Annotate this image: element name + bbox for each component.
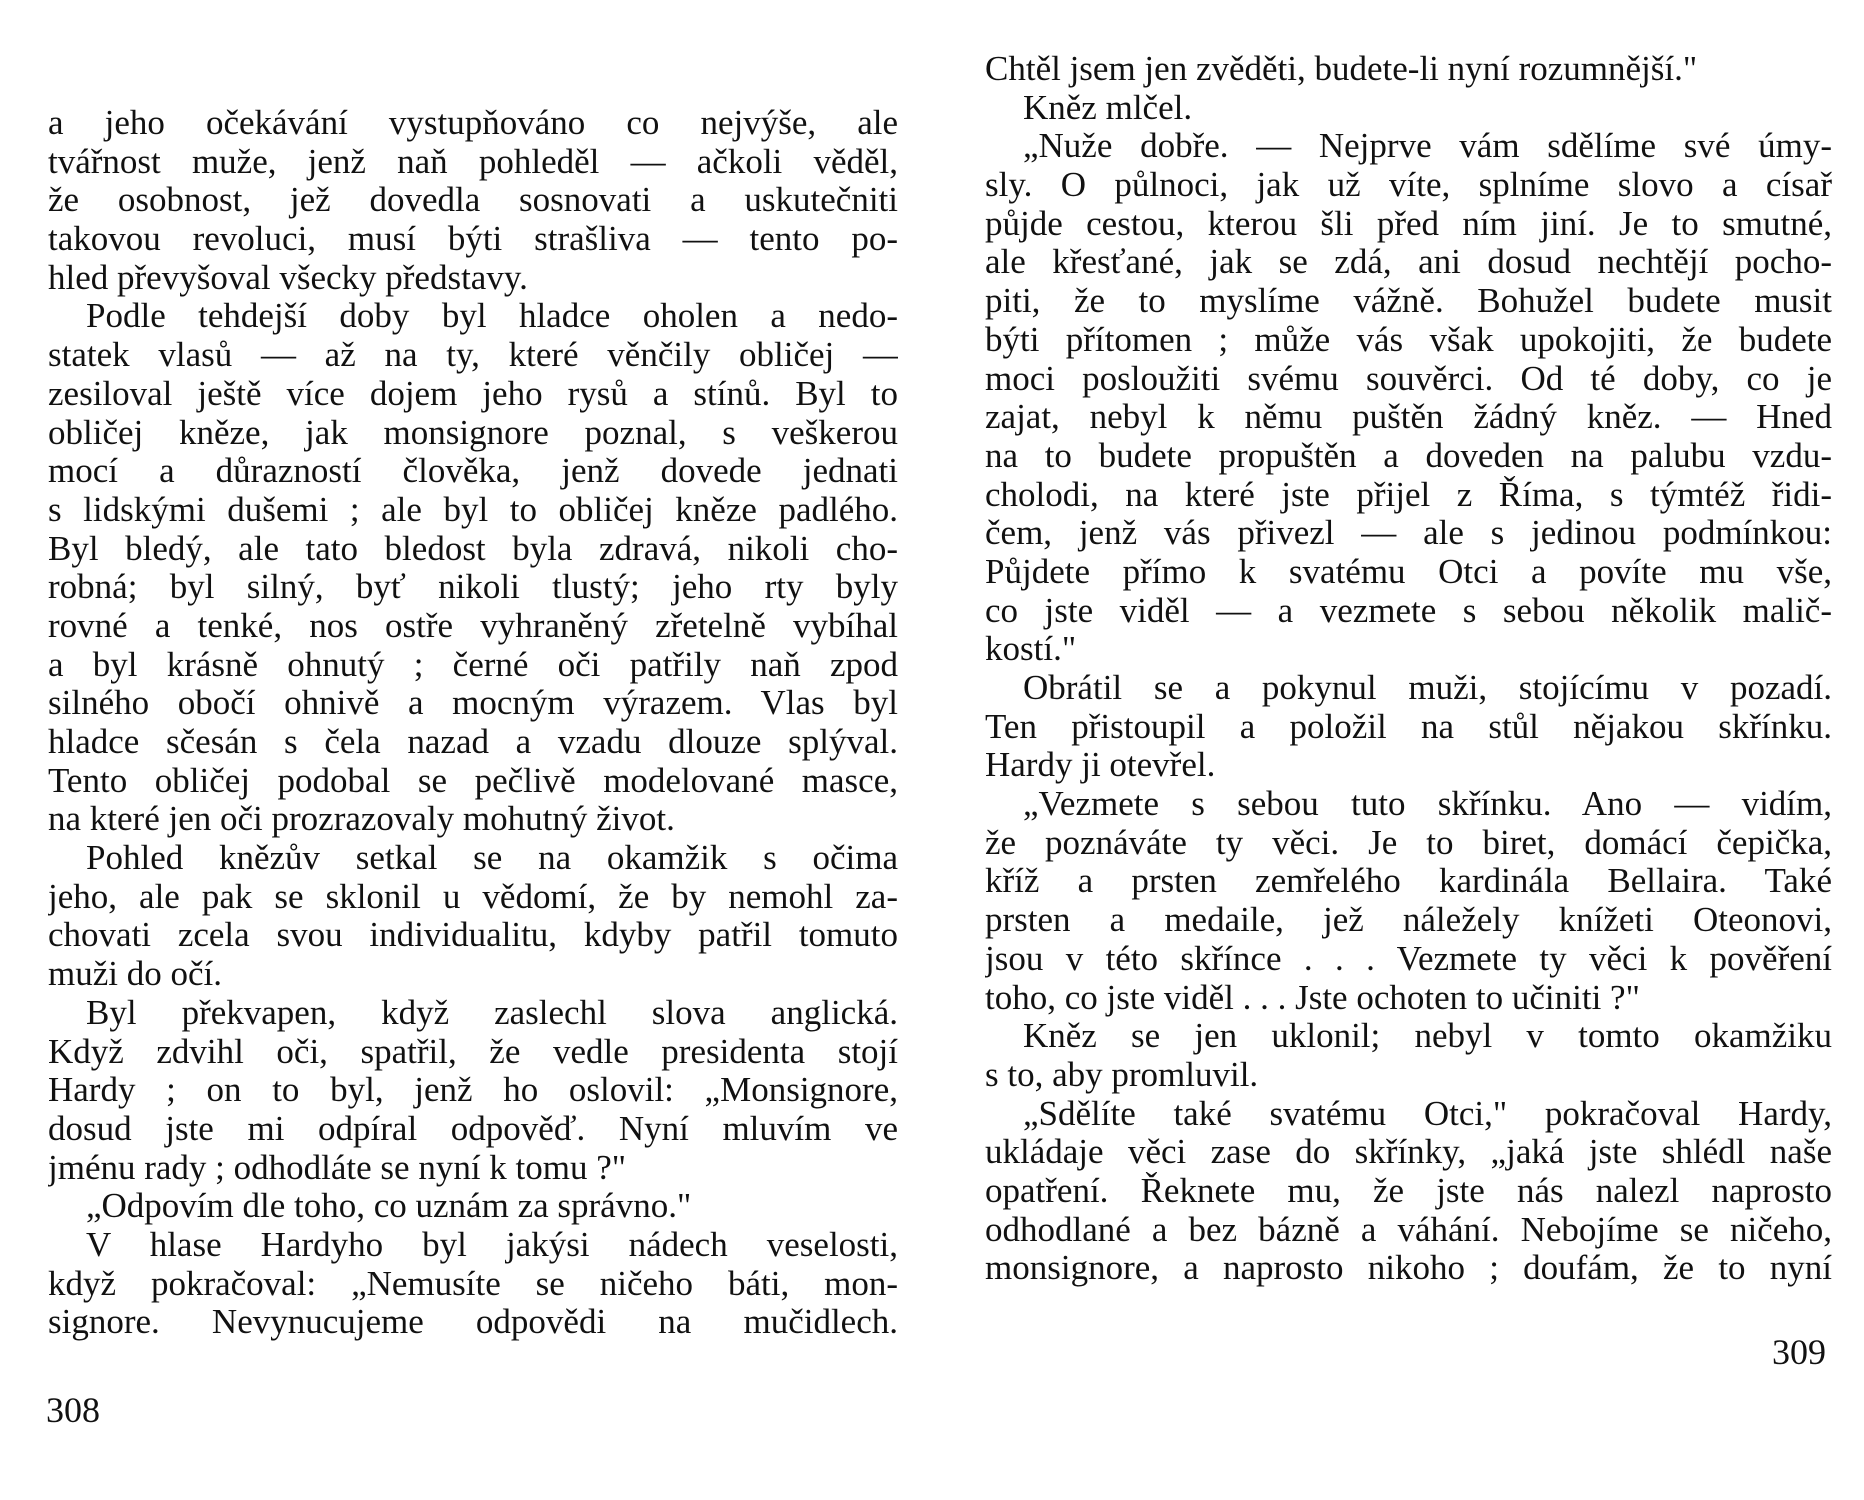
text-line: jménu rady ; odhodláte se nyní k tomu ?" — [48, 1148, 627, 1187]
text-line: „Odpovím dle toho, co uznám za správno." — [86, 1187, 692, 1226]
text-line: zajat, nebyl k němu puštěn žádný kněz. — Hned — [985, 398, 1832, 437]
text-line: Kněz mlčel. — [1023, 88, 1193, 127]
text-line: Byl bledý, ale tato bledost byla zdravá, nikoli cho- — [48, 529, 898, 568]
text-line: Tento obličej podobal se pečlivě modelované masce, — [48, 761, 898, 800]
text-line: rovné a tenké, nos ostře vyhraněný zřetelně vybíhal — [48, 606, 898, 645]
left-page-number: 308 — [46, 1390, 100, 1430]
text-line: V hlase Hardyho byl jakýsi nádech veselosti, — [86, 1225, 898, 1264]
text-line: Byl překvapen, když zaslechl slova anglická. — [86, 993, 898, 1032]
text-line: zesiloval ještě více dojem jeho rysů a stínů. Byl to — [48, 374, 898, 413]
text-line: a byl krásně ohnutý ; černé oči patřily naň zpod — [48, 645, 898, 684]
text-line: moci posloužiti svému souvěrci. Od té doby, co je — [985, 359, 1832, 398]
text-line: hladce sčesán s čela nazad a vzadu dlouze splýval. — [48, 723, 898, 761]
text-line: býti přítomen ; může vás však upokojiti, že budete — [985, 320, 1832, 359]
text-line: silného obočí ohnivě a mocným výrazem. Vlas byl — [48, 684, 898, 723]
text-line: co jste viděl — a vezmete s sebou několik malič- — [985, 591, 1832, 630]
text-line: Pohled knězův setkal se na okamžik s očima — [86, 839, 898, 878]
text-line: kostí." — [985, 630, 1077, 669]
text-line: Podle tehdejší doby byl hladce oholen a nedo- — [86, 297, 898, 336]
text-line: odhodlané a bez bázně a váhání. Nebojíme se ničeho, — [985, 1210, 1832, 1249]
text-line: robná; byl silný, byť nikoli tlustý; jeho rty byly — [48, 568, 898, 607]
text-line: hled převyšoval všecky představy. — [48, 258, 528, 297]
left-page-text — [48, 104, 898, 1342]
text-line: monsignore, a naprosto nikoho ; doufám, že to nyní — [985, 1249, 1832, 1288]
right-page-number: 309 — [1772, 1332, 1826, 1372]
text-line: půjde cestou, kterou šli před ním jiní. Je to smutné, — [985, 204, 1832, 243]
text-line: Hardy ji otevřel. — [985, 746, 1216, 785]
text-line: na které jen oči prozrazovaly mohutný život. — [48, 800, 675, 839]
text-line: když pokračoval: „Nemusíte se ničeho báti, mon- — [48, 1264, 898, 1303]
text-line: tvářnost muže, jenž naň pohleděl — ačkoli věděl, — [48, 142, 898, 181]
text-line: a jeho očekávání vystupňováno co nejvýše, ale — [48, 104, 898, 142]
right-page-text — [985, 50, 1832, 1288]
text-line: cholodi, na které jste přijel z Říma, s týmtéž řidi- — [985, 475, 1832, 514]
text-line: Chtěl jsem jen zvěděti, budete-li nyní rozumnější." — [985, 50, 1698, 88]
text-line: Hardy ; on to byl, jenž ho oslovil: „Monsignore, — [48, 1071, 898, 1110]
text-line: chovati zcela svou individualitu, kdyby patřil tomuto — [48, 916, 898, 955]
text-line: že osobnost, jež dovedla sosnovati a uskutečniti — [48, 181, 898, 220]
text-line: ale křesťané, jak se zdá, ani dosud nechtějí pocho- — [985, 243, 1832, 282]
text-line: mocí a důrazností člověka, jenž dovede jednati — [48, 452, 898, 491]
text-line: dosud jste mi odpíral odpověď. Nyní mluvím ve — [48, 1109, 898, 1148]
text-line: čem, jenž vás přivezl — ale s jedinou podmínkou: — [985, 514, 1832, 553]
text-line: toho, co jste viděl . . . Jste ochoten to učiniti ?" — [985, 978, 1640, 1017]
text-line: signore. Nevynucujeme odpovědi na mučidlech. — [48, 1303, 898, 1342]
text-line: obličej kněze, jak monsignore poznal, s veškerou — [48, 413, 898, 452]
text-line: Když zdvihl oči, spatřil, že vedle presidenta stojí — [48, 1032, 898, 1071]
text-line: „Nuže dobře. — Nejprve vám sdělíme své úmy- — [1023, 127, 1832, 166]
text-line: Půjdete přímo k svatému Otci a povíte mu vše, — [985, 552, 1832, 591]
text-line: piti, že to myslíme vážně. Bohužel budete musit — [985, 282, 1832, 321]
text-line: takovou revoluci, musí býti strašliva — tento po- — [48, 220, 898, 259]
text-line: s to, aby promluvil. — [985, 1055, 1259, 1094]
text-line: „Sdělíte také svatému Otci," pokračoval Hardy, — [1023, 1094, 1832, 1133]
text-line: ukládaje věci zase do skřínky, „jaká jste shlédl naše — [985, 1133, 1832, 1172]
text-line: s lidskými dušemi ; ale byl to obličej kněze padlého. — [48, 490, 898, 529]
text-line: jeho, ale pak se sklonil u vědomí, že by nemohl za- — [48, 877, 898, 916]
text-line: statek vlasů — až na ty, které věnčily obličej — — [48, 336, 898, 375]
text-line: na to budete propuštěn a doveden na palubu vzdu- — [985, 436, 1832, 475]
text-line: kříž a prsten zemřelého kardinála Bellaira. Také — [985, 862, 1832, 901]
text-line: muži do očí. — [48, 955, 222, 994]
text-line: Obrátil se a pokynul muži, stojícímu v pozadí. — [1023, 669, 1832, 707]
text-line: jsou v této skřínce . . . Vezmete ty věci k pověření — [985, 939, 1832, 978]
text-line: prsten a medaile, jež náležely knížeti Oteonovi, — [985, 901, 1832, 940]
text-line: Ten přistoupil a položil na stůl nějakou skřínku. — [985, 707, 1832, 746]
text-line: „Vezmete s sebou tuto skřínku. Ano — vidím, — [1023, 785, 1832, 824]
text-line: opatření. Řeknete mu, že jste nás nalezl naprosto — [985, 1171, 1832, 1210]
text-line: sly. O půlnoci, jak už víte, splníme slovo a císař — [985, 166, 1832, 205]
text-line: že poznáváte ty věci. Je to biret, domácí čepička, — [985, 823, 1832, 862]
text-line: Kněz se jen uklonil; nebyl v tomto okamžiku — [1023, 1017, 1832, 1056]
